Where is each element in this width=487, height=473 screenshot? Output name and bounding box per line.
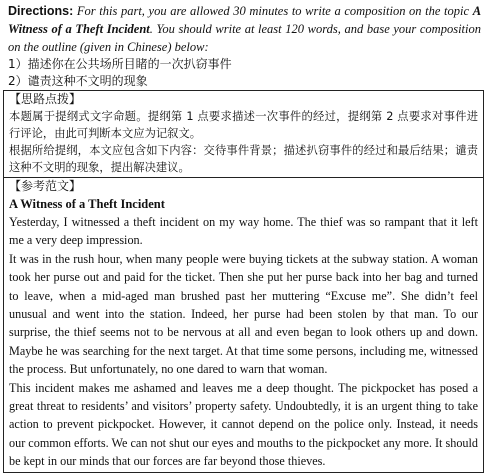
essay-paragraph-1: Yesterday, I witnessed a theft incident on my way home. The thief was so rampant that it left me a very deep impression. [9,215,478,248]
directions-topic: A Witness of a Theft Incident [8,4,482,36]
outline-item-2: 2）谴责这种不文明的现象 [8,74,148,88]
directions-text-before: For this part, you are allowed 30 minutes to write a composition on the topic [76,4,470,18]
outline-item-1: 1）描述你在公共场所目睹的一次扒窃事件 [8,57,232,71]
essay-paragraph-2: It was in the rush hour, when many people were buying tickets at the subway station. A woman took her purse out and paid for the ticket. Then she put her purse back into her bag and turned to leave, when a mid-aged man brushed past her muttering “Excuse me”. She didn’t feel unusual and went into the station. Indeed, her purse had been stolen by that man. To our surprise, the thief seems not to be nervous at all and even began to look others up and down. Maybe he was searching for the next target. At that time some persons, including me, witnessed the process. But unfortunately, no one dared to warn that woman. [9,251,478,377]
answer-box [3,90,484,473]
directions-lead: Directions: [8,4,74,18]
sample-essay-section [4,177,483,472]
analysis-paragraph-2: 根据所给提纲，本文应包含如下内容：交待事件背景；描述扒窃事件的经过和最后结果；谴责这种不文明的现象，提出解决建议。 [9,144,478,174]
outline-list [0,56,487,90]
essay-title: A Witness of a Theft Incident [9,197,165,211]
analysis-heading: 【思路点拨】 [9,92,82,106]
analysis-section [4,91,483,177]
directions-text-after: . You should write at least 120 words, and base your composition on the outline (given in Chinese) below: [8,22,481,54]
sample-heading: 【参考范文】 [9,179,82,193]
analysis-paragraph-1: 本题属于提纲式文字命题。提纲第 1 点要求描述一次事件的经过，提纲第 2 点要求对事件进行评论，由此可判断本文应为记叙文。 [9,110,478,140]
directions-paragraph [0,0,487,56]
essay-paragraph-3: This incident makes me ashamed and leaves me a deep thought. The pickpocket has posed a great threat to residents’ and visitors’ property safety. Undoubtedly, it is an urgent thing to take action to prevent pickpocket. However, it cannot depend on the police only. Instead, it needs our common efforts. We can not shut our eyes and mouths to the pickpocket any more. It should be kept in our minds that our forces are far beyond those thieves. [9,380,478,469]
